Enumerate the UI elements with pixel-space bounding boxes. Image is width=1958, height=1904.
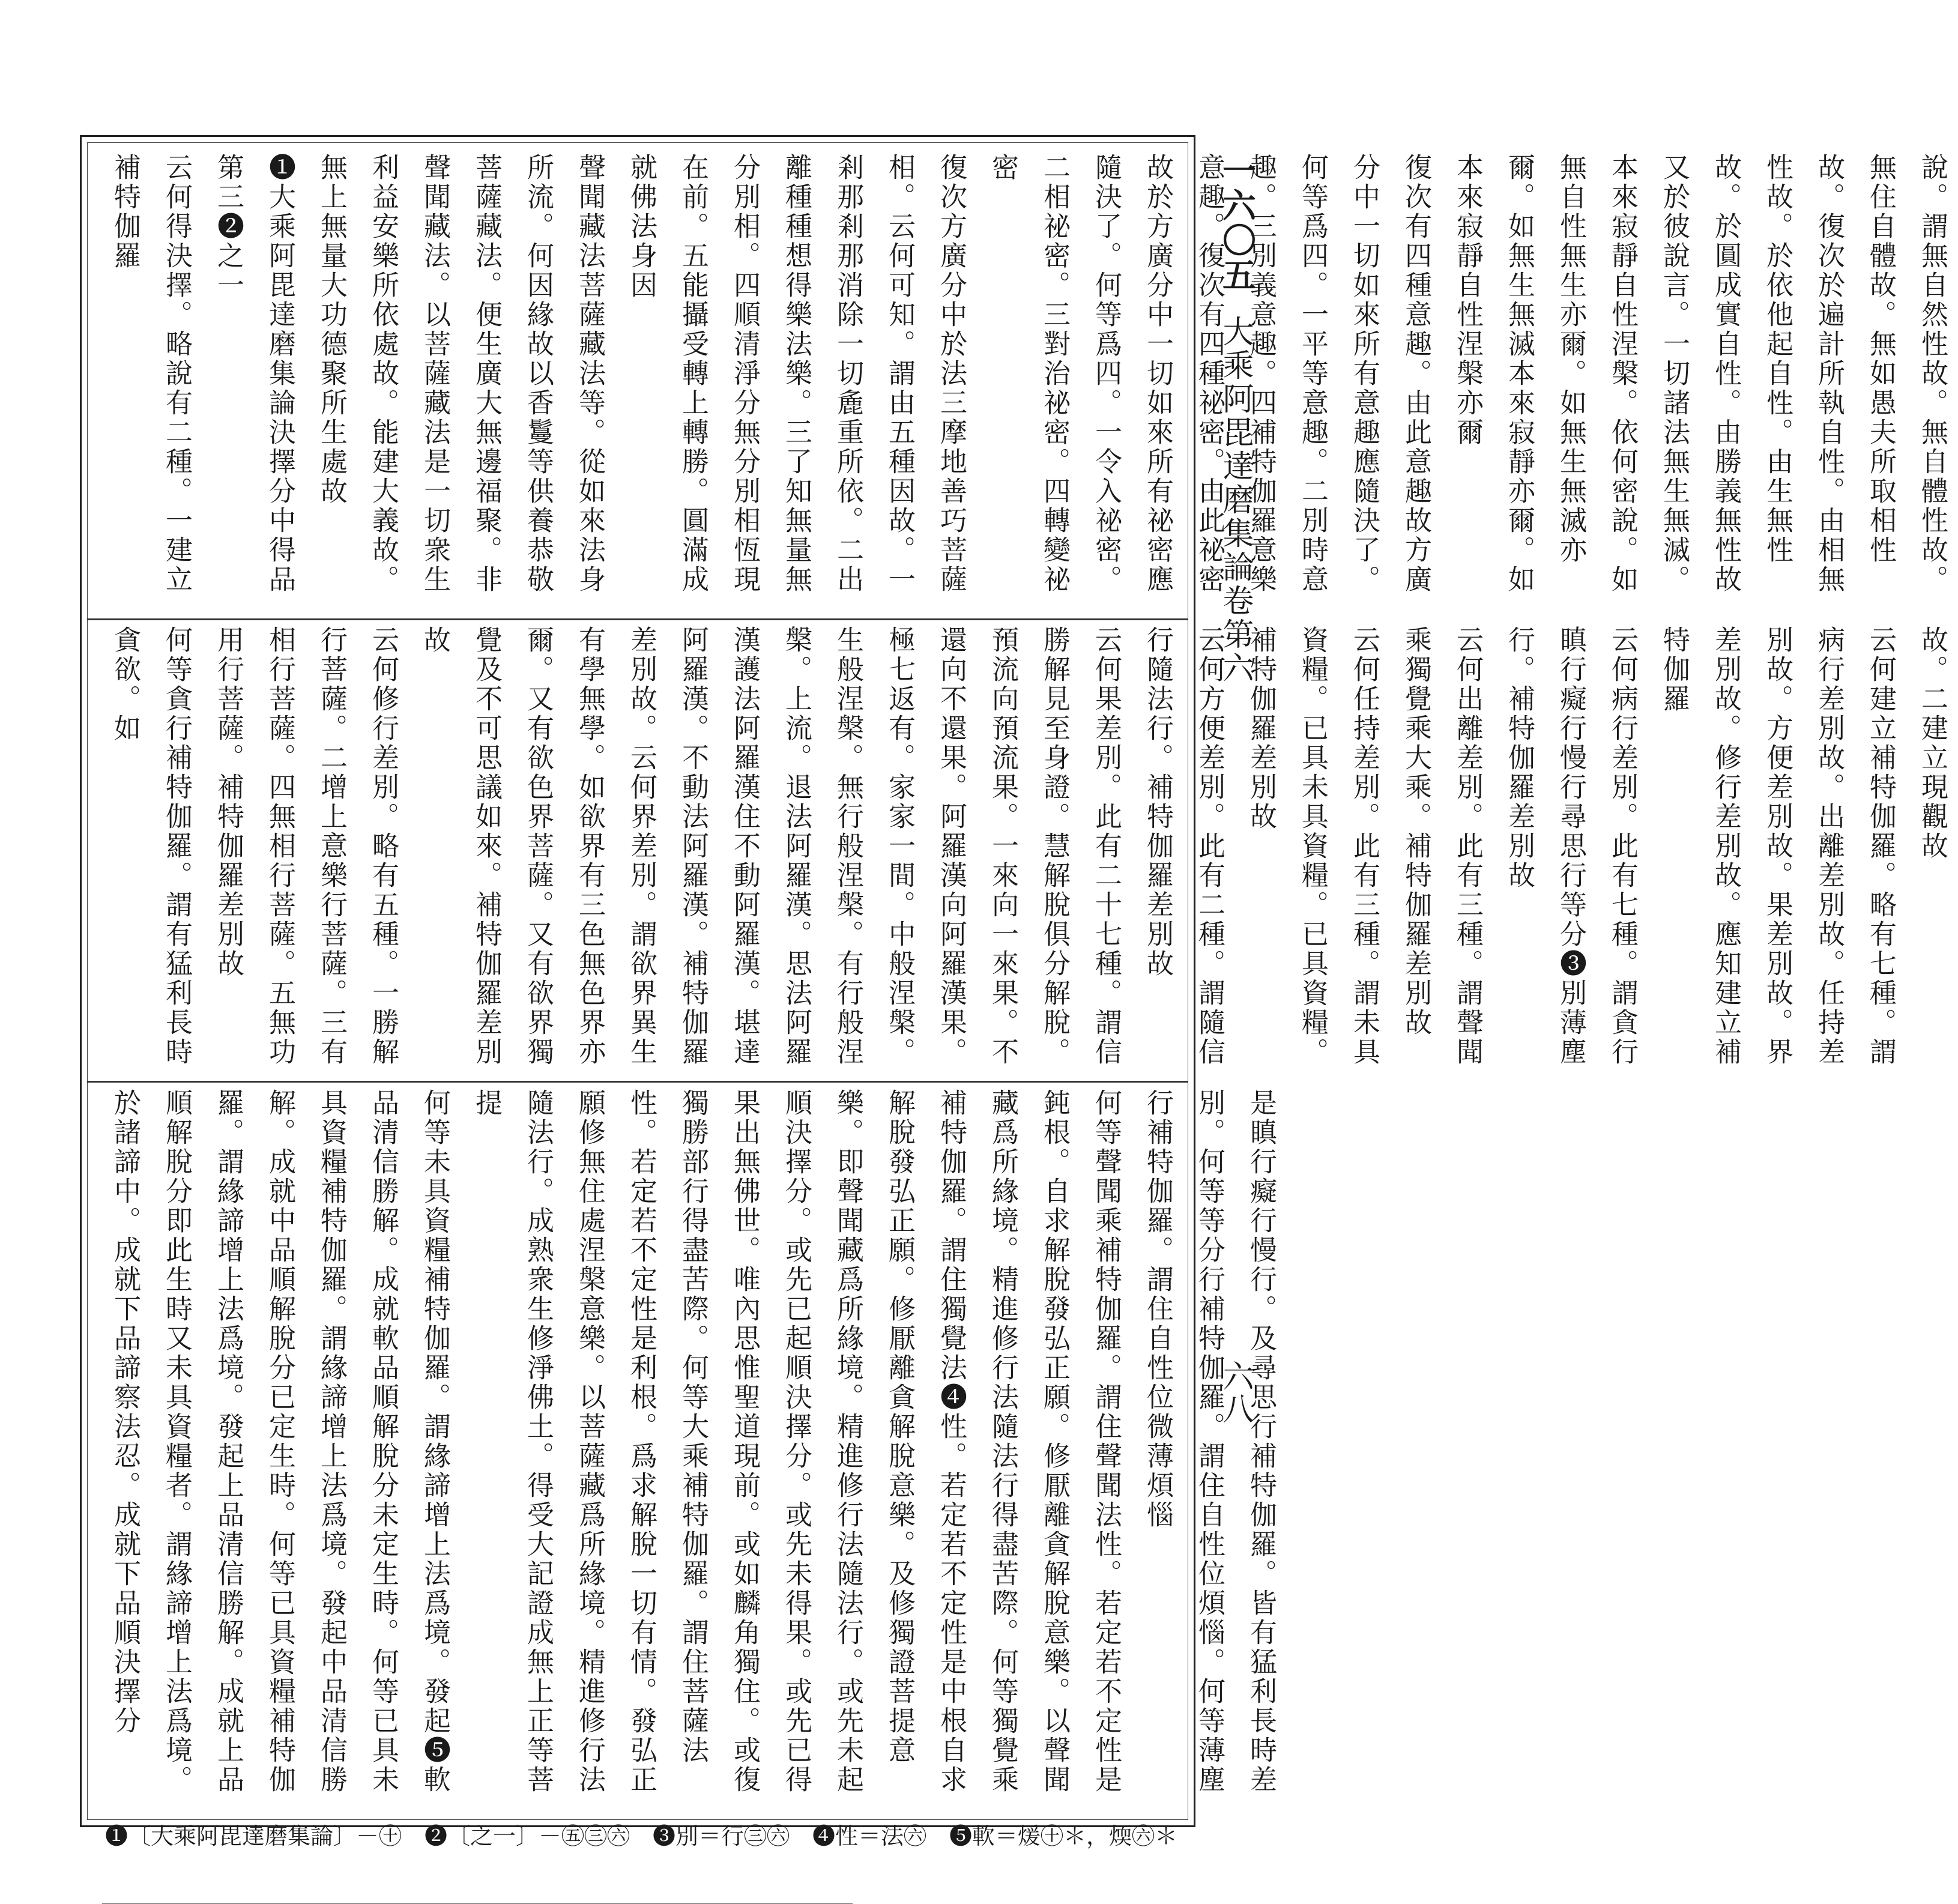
text-block-upper: 說。謂無自然性故。無自體性故。無住自體故。無如愚夫所取相性故。復次於遍計所執自性。由相無性故。於依他起自性。由生無性故。於圓成實自性。由勝義無性故 又於彼說言。一切諸法無生無滅。本來寂靜自性涅槃。依何密說。如無自性無生亦爾。如無生無滅亦爾。如無生無滅本來寂靜亦爾。如本來寂靜自性涅槃亦爾 復次有四種意趣。由此意趣故方廣分中一切如來所有意趣應隨決了。何等爲四。一平等意趣。二別時意趣。三別義意趣。四補特伽羅意樂意趣。復次有四種祕密。由此祕密故於方廣分中一切如來所有祕密應隨決了。何等爲四。一令入祕密。二相祕密。三對治祕密。四轉變祕密 復次方廣分中於法三摩地善巧菩薩相。云何可知。謂由五種因故。一剎那剎那消除一切麁重所依。二出離種種想得樂法樂。三了知無量無分別相。四順清淨分無分別相恆現在前。五能攝受轉上轉勝。圓滿成就佛法身因 聲聞藏法菩薩藏法等。從如來法身所流。何因緣故以香鬘等供養恭敬菩薩藏法。便生廣大無邊福聚。非聲聞藏法。以菩薩藏法是一切衆生利益安樂所依處故。能建大義故。無上無量大功德聚所生處故 ❶大乘阿毘達磨集論決擇分中得品第三❷之一 云何得決擇。略說有二種。一建立補特伽羅 [109, 153, 1948, 594]
text-block-middle: 故。二建立現觀故 云何建立補特伽羅。略有七種。謂病行差別故。出離差別故。任持差別故。方便差別故。果差別故。界差別故。修行差別故。應知建立補特伽羅 云何病行差別。此有七種。謂貪行瞋行癡行慢行尋思行等分❸別薄塵行。補特伽羅差別故 云何出離差別。此有三種。謂聲聞乘獨覺乘大乘。補特伽羅差別故 云何任持差別。此有三種。謂未具資糧。已具未具資糧。已具資糧。補特伽羅差別故 云何方便差別。此有二種。謂隨信行隨法行。補特伽羅差別故 云何果差別。此有二十七種。謂信勝解見至身證。慧解脫俱分解脫。預流向預流果。一來向一來果。不還向不還果。阿羅漢向阿羅漢果。極七返有。家家一間。中般涅槃。生般涅槃。無行般涅槃。有行般涅槃。上流。退法阿羅漢。思法阿羅漢護法阿羅漢住不動阿羅漢。堪達阿羅漢。不動法阿羅漢。補特伽羅差別故。云何界差別。謂欲界異生有學無學。如欲界有三色無色界亦爾。又有欲色界菩薩。又有欲界獨覺及不可思議如來。補特伽羅差別故 云何修行差別。略有五種。一勝解行菩薩。二增上意樂行菩薩。三有相行菩薩。四無相行菩薩。五無功用行菩薩。補特伽羅差別故 何等貪行補特伽羅。謂有猛利長時貪欲。如 [109, 626, 1948, 1067]
page-number: 一六〇五 [1217, 153, 1257, 292]
register-divider-2 [87, 1081, 1188, 1083]
folio-number: 六八 [1217, 1360, 1253, 1425]
text-block-lower: 是瞋行癡行慢行。及尋思行補特伽羅。皆有猛利長時差別。何等等分行補特伽羅。謂住自性位煩惱。何等薄塵行補特伽羅。謂住自性位微薄煩惱 何等聲聞乘補特伽羅。謂住聲聞法性。若定若不定性是鈍根。自求解脫發弘正願。修厭離貪解脫意樂。以聲聞藏爲所緣境。精進修行法隨法行得盡苦際。何等獨覺乘補特伽羅。謂住獨覺法❹性。若定若不定性是中根自求解脫發弘正願。修厭離貪解脫意樂。及修獨證菩提意樂。即聲聞藏爲所緣境。精進修行法隨法行。或先未起順決擇分。或先已起順決擇分。或先未得果。或先已得果出無佛世。唯內思惟聖道現前。或如麟角獨住。或復獨勝部行得盡苦際。何等大乘補特伽羅。謂住菩薩法性。若定若不定性是利根。爲求解脫一切有情。發弘正願修無住處涅槃意樂。以菩薩藏爲所緣境。精進修行法隨法行。成熟衆生修淨佛土。得受大記證成無上正等菩提 何等未具資糧補特伽羅。謂緣諦增上法爲境。發起❺軟品清信勝解。成就軟品順解脫分未定生時。何等已具未具資糧補特伽羅。謂緣諦增上法爲境。發起中品清信勝解。成就中品順解脫分已定生時。何等已具資糧補特伽羅。謂緣諦增上法爲境。發起上品清信勝解。成就上品順解脫分即此生時又未具資糧者。謂緣諦增上法爲境。於諸諦中。成就下品諦察法忍。成就下品順決擇分 [109, 1089, 1277, 1795]
running-title: 大乘阿毘達磨集論卷第六 [1217, 315, 1253, 685]
footnotes: ❶〔大乘阿毘達磨集論〕－㊉ ❷〔之一〕－㊄㊂㊅ ❸別＝行㊂㊅ ❹性＝法㊅ ❺軟＝煖㊉＊，煗㊅＊ [105, 1823, 1178, 1849]
register-divider-1 [87, 618, 1188, 620]
text-register-middle [99, 626, 1948, 1073]
